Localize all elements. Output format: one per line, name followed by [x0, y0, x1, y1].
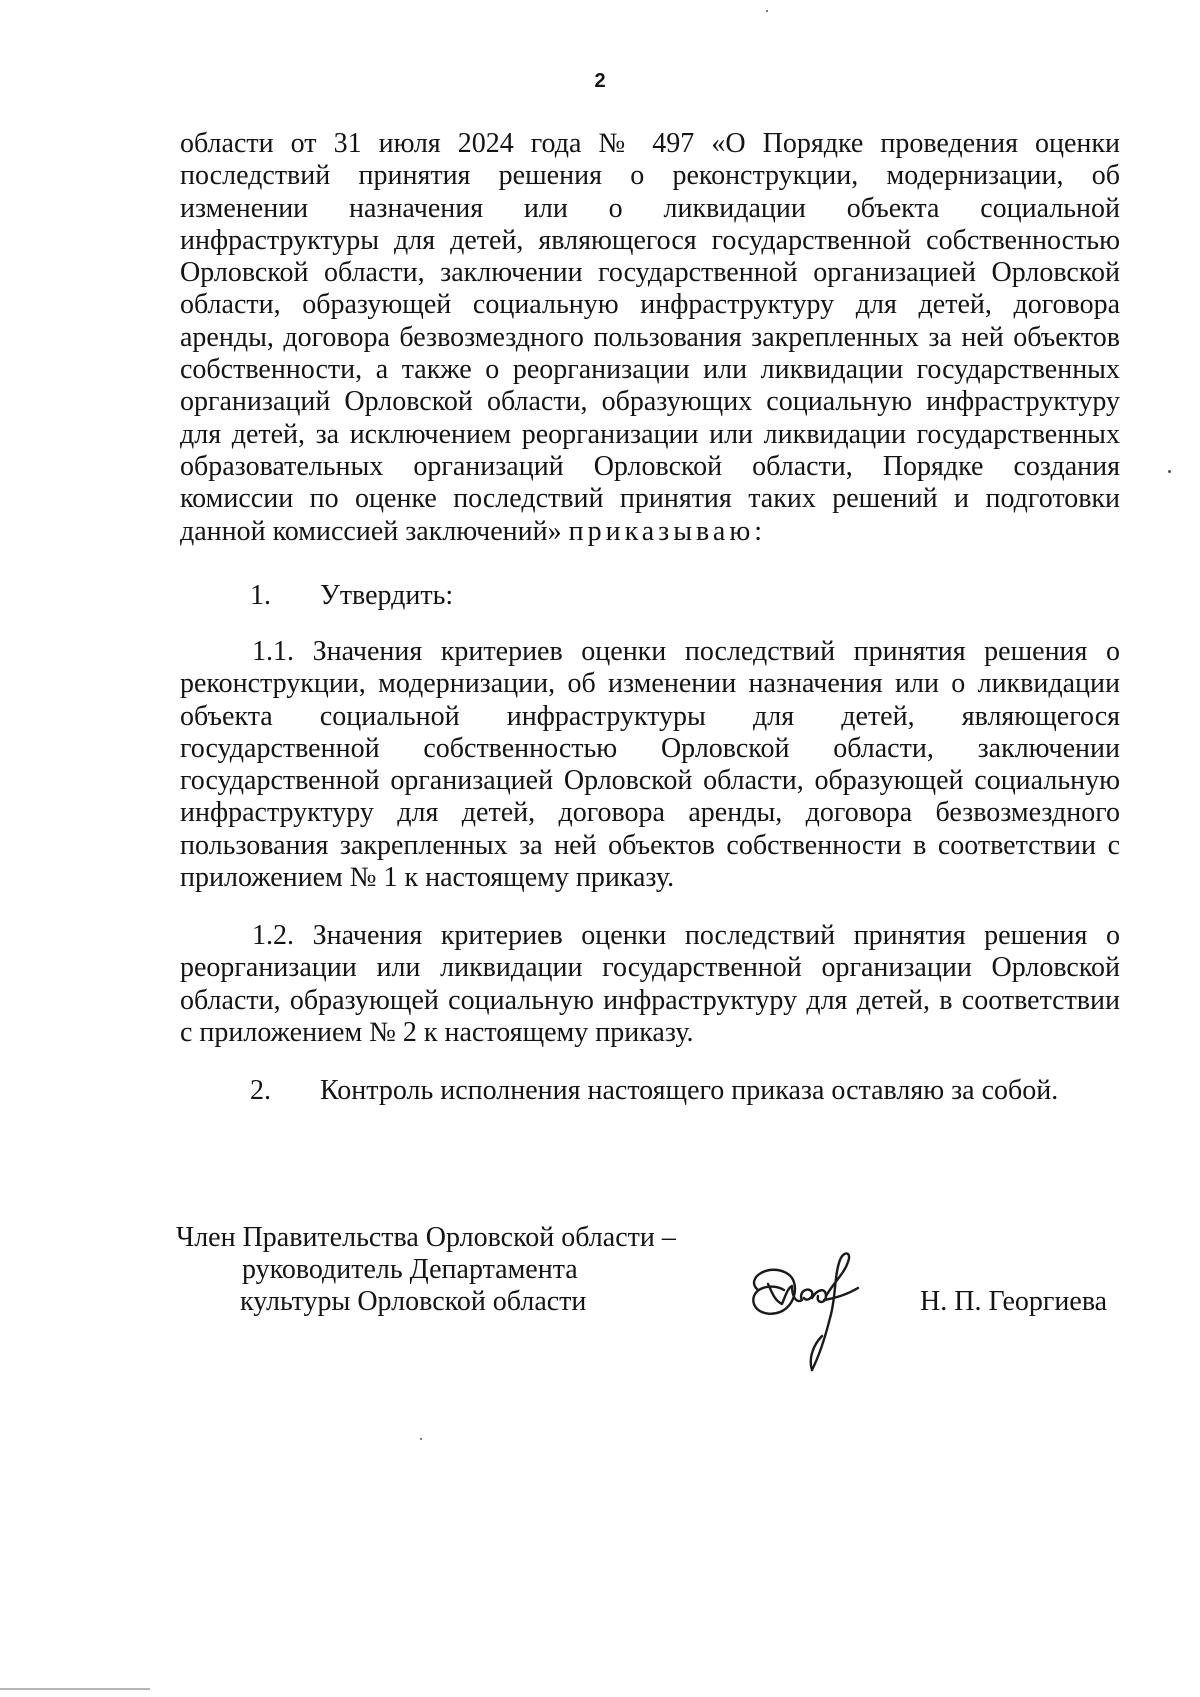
page-number: 2 [594, 70, 606, 92]
signer-title-line-3: культуры Орловской области [240, 1286, 587, 1317]
order-word: приказываю: [568, 515, 767, 547]
signer-title [176, 1222, 676, 1318]
item-2-number: 2. [250, 1075, 271, 1106]
item-1-text: Утвердить: [320, 580, 454, 611]
signer-name: Н. П. Георгиева [920, 1286, 1108, 1317]
scan-edge-line [0, 1688, 150, 1690]
item-1-number: 1. [250, 580, 271, 611]
item-1 [250, 580, 453, 612]
item-1-1-paragraph: 1.1. Значения критериев оценки последствий принятия решения о реконструкции, модернизации, об изменении назначения или о ликвидации объекта социальной инфраструктуры для детей, являющегося государственной собственностью Орловской области, заключении государственной организацией Орловской области, образующей социальную инфраструктуру для детей, договора аренды, договора безвозмездного пользования закрепленных за ней объектов собственности в соответствии с приложением № 1 к настоящему приказу. [180, 636, 1120, 894]
signer-title-line-1: Член Правительства Орловской области – [176, 1222, 676, 1253]
signer-title-line-2: руководитель Департамента [242, 1254, 578, 1285]
scan-speck [766, 10, 768, 12]
handwritten-signature [740, 1248, 880, 1378]
item-2-text: Контроль исполнения настоящего приказа оставляю за собой. [320, 1075, 1059, 1106]
scan-speck [1168, 470, 1171, 473]
item-2 [250, 1075, 1058, 1107]
intro-text: области от 31 июля 2024 года № 497 «О Порядке проведения оценки последствий принятия решения о реконструкции, модернизации, об изменении назначения или о ликвидации объекта социальной инфраструктуры для детей, являющегося государственной собственностью Орловской области, заключении государственной организацией Орловской области, образующей социальную инфраструктуру для детей, договора аренды, договора безвозмездного пользования закрепленных за ней объектов собственности, а также о реорганизации или ликвидации государственных организаций Орловской области, образующих социальную инфраструктуру для детей, за исключением реорганизации или ликвидации государственных образовательных организаций Орловской области, Порядке создания комиссии по оценке последствий принятия таких решений и подготовки данной комиссией заключений» [180, 128, 1120, 547]
intro-paragraph [180, 128, 1120, 548]
scan-speck [420, 1438, 422, 1440]
item-1-2-paragraph: 1.2. Значения критериев оценки последствий принятия решения о реорганизации или ликвидации государственной организации Орловской области, образующей социальную инфраструктуру для детей, в соответствии с приложением № 2 к настоящему приказу. [180, 920, 1120, 1048]
